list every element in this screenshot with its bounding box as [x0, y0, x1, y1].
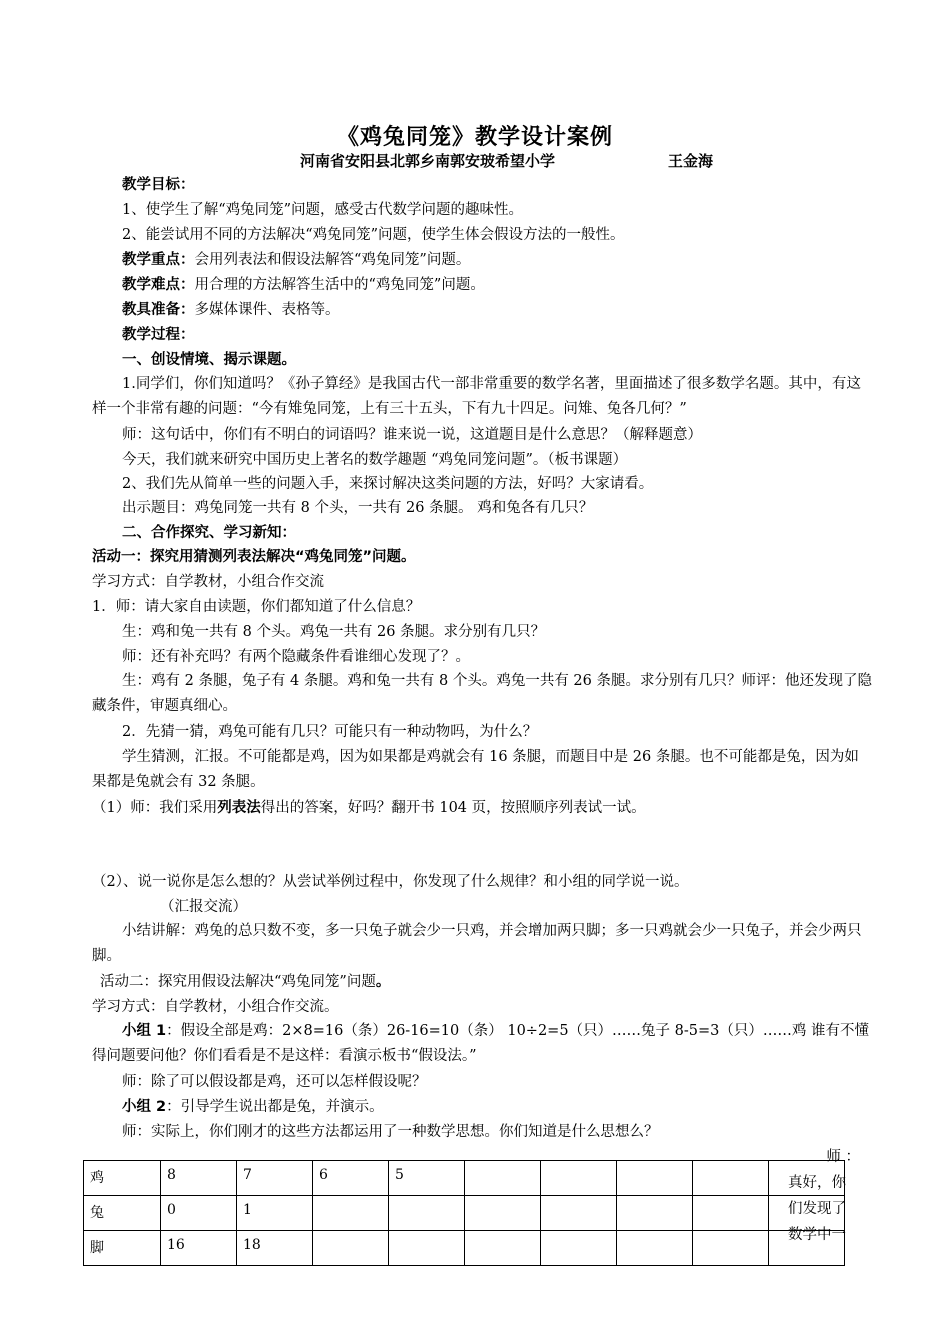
- table-cell: [313, 1196, 389, 1231]
- paragraph-1: 1.同学们，你们知道吗？《孙子算经》是我国古代一部非常重要的数学名著，里面描述了很多数学名题。其中，有这样一个非常有趣的问题：“今有雉兔同笼，上有三十五头，下有九十四足。问雉、兔各几何？”: [92, 376, 861, 417]
- table-cell: [693, 1196, 769, 1231]
- side-note-line-4: 数学中一: [788, 1227, 846, 1243]
- goal-1: 1、使学生了解“鸡兔同笼”问题，感受古代数学问题的趣味性。: [122, 202, 524, 218]
- table-row: [84, 1196, 845, 1231]
- side-note-line-2: 真好，你: [788, 1175, 846, 1191]
- group-2-line: [122, 1097, 872, 1117]
- school-name: 河南省安阳县北郭乡南郭安玻希望小学: [300, 152, 556, 170]
- table-cell: 6: [313, 1161, 389, 1196]
- activity-2-heading: [100, 972, 880, 992]
- table-cell: 8: [161, 1161, 237, 1196]
- section-2-heading: 二、合作探究、学习新知：: [122, 525, 296, 541]
- group-2-text: ：引导学生说出都是兔，并演示。: [166, 1099, 384, 1115]
- table-row: [84, 1161, 845, 1196]
- table-cell: [617, 1196, 693, 1231]
- group-1-paragraph: [92, 1019, 872, 1069]
- table-cell: [693, 1161, 769, 1196]
- list-method-line: [92, 798, 872, 818]
- key-point: [122, 250, 872, 270]
- key-label: 教学重点：: [122, 252, 195, 268]
- table-cell: [617, 1231, 693, 1266]
- table-cell: [541, 1196, 617, 1231]
- guess-line: 2．先猜一猜，鸡兔可能有几只？可能只有一种动物吗，为什么？: [122, 724, 538, 740]
- table-cell: [465, 1196, 541, 1231]
- group-1-label: 小组 1: [122, 1023, 167, 1039]
- activity-2-text: 活动二：探究用假设法解决“鸡兔同笼”问题: [100, 974, 376, 990]
- side-note-line-3: 们发现了: [788, 1201, 846, 1217]
- table-cell: [389, 1196, 465, 1231]
- goal-2: 2、能尝试用不同的方法解决“鸡兔同笼”问题，使学生体会假设方法的一般性。: [122, 227, 625, 243]
- table-cell: [465, 1161, 541, 1196]
- key-text: 会用列表法和假设法解答“鸡兔同笼”问题。: [194, 252, 471, 268]
- table-cell: 16: [161, 1231, 237, 1266]
- group-1-text: ：假设全部是鸡：2×8=16（条）26-16=10（条） 10÷2=5（只）……兔子 8-5=3（只）……鸡 谁有不懂得问题要问他？你们看看是不是这样：看演示板书“假设法。”: [92, 1023, 869, 1064]
- table-cell: 5: [389, 1161, 465, 1196]
- list-method-prefix: （1）师：我们采用: [92, 800, 218, 816]
- paragraph-4: 学生猜测，汇报。不可能都是鸡，因为如果都是鸡就会有 16 条腿，而题目中是 26 条腿。也不可能都是兔，因为如果都是兔就会有 32 条腿。: [92, 749, 859, 790]
- table-cell: [617, 1161, 693, 1196]
- group-2-label: 小组 2: [122, 1099, 167, 1115]
- table-cell: 18: [237, 1231, 313, 1266]
- table-cell: [465, 1231, 541, 1266]
- table-cell: 1: [237, 1196, 313, 1231]
- table-cell: [313, 1231, 389, 1266]
- question-1: 1．师：请大家自由读题，你们都知道了什么信息？: [92, 599, 421, 615]
- study-way-1: 学习方式：自学教材，小组合作交流: [92, 574, 324, 590]
- tools-text: 多媒体课件、表格等。: [194, 302, 340, 318]
- row-label: 兔: [84, 1196, 161, 1231]
- paragraph-2: 2、我们先从简单一些的问题入手，来探讨解决这类问题的方法，好吗？大家请看。: [122, 476, 654, 492]
- table-cell: [693, 1231, 769, 1266]
- process-heading: 教学过程：: [122, 327, 195, 343]
- author-name: 王金海: [668, 152, 714, 170]
- table-row: [84, 1231, 845, 1266]
- list-method-suffix: 得出的答案，好吗？翻开书 104 页，按照顺序列表试一试。: [260, 800, 646, 816]
- activity-2-period: 。: [375, 974, 391, 990]
- list-method-term: 列表法: [217, 800, 261, 816]
- row-label: 脚: [84, 1231, 161, 1266]
- teacher-line-3: 师：除了可以假设都是鸡，还可以怎样假设呢？: [122, 1074, 427, 1090]
- row-label: 鸡: [84, 1161, 161, 1196]
- tools: [122, 300, 872, 320]
- table-cell: 7: [237, 1161, 313, 1196]
- side-note-line-1: 师 ：: [826, 1149, 860, 1165]
- problem-line: 出示题目：鸡兔同笼一共有 8 个头，一共有 26 条腿。 鸡和兔各有几只？: [122, 500, 594, 516]
- goal-heading: 教学目标：: [122, 177, 195, 193]
- teacher-line-2: 师：还有补充吗？有两个隐藏条件看谁细心发现了？。: [122, 649, 470, 665]
- table-cell: [541, 1161, 617, 1196]
- doc-title: 《鸡兔同笼》教学设计案例: [336, 125, 613, 150]
- difficulty-label: 教学难点：: [122, 277, 195, 293]
- paragraph-5: 小结讲解：鸡兔的总只数不变，多一只兔子就会少一只鸡，并会增加两只脚；多一只鸡就会少一只兔子，并会少两只脚。: [92, 923, 862, 964]
- report-line: （汇报交流）: [160, 899, 247, 915]
- chicken-rabbit-table: [83, 1160, 845, 1266]
- table-cell: [389, 1231, 465, 1266]
- difficulty: [122, 275, 872, 295]
- section-1-heading: 一、创设情境、揭示课题。: [122, 352, 296, 368]
- student-answer-1: 生：鸡和兔一共有 8 个头。鸡兔一共有 26 条腿。求分别有几只？: [122, 624, 546, 640]
- activity-1-heading: 活动一：探究用猜测列表法解决“鸡兔同笼”问题。: [92, 549, 416, 565]
- study-way-2: 学习方式：自学教材，小组合作交流。: [92, 999, 339, 1015]
- teacher-line-1: 师：这句话中，你们有不明白的词语吗？谁来说一说，这道题目是什么意思？（解释题意）: [122, 427, 702, 443]
- tools-label: 教具准备：: [122, 302, 195, 318]
- teacher-line-4: 师：实际上，你们刚才的这些方法都运用了一种数学思想。你们知道是什么思想么？: [122, 1124, 659, 1140]
- today-line: 今天，我们就来研究中国历史上著名的数学趣题 “鸡兔同笼问题”。（板书课题）: [122, 452, 628, 468]
- table-cell: 0: [161, 1196, 237, 1231]
- side-note: [788, 1144, 860, 1248]
- paragraph-3: 生：鸡有 2 条腿，兔子有 4 条腿。鸡和兔一共有 8 个头。鸡兔一共有 26 条腿。求分别有几只？师评：他还发现了隐藏条件，审题真细心。: [92, 673, 872, 714]
- table-cell: [541, 1231, 617, 1266]
- discussion-line: （2）、说一说你是怎么想的？从尝试举例过程中，你发现了什么规律？和小组的同学说一说。: [92, 874, 689, 890]
- difficulty-text: 用合理的方法解答生活中的“鸡兔同笼”问题。: [194, 277, 485, 293]
